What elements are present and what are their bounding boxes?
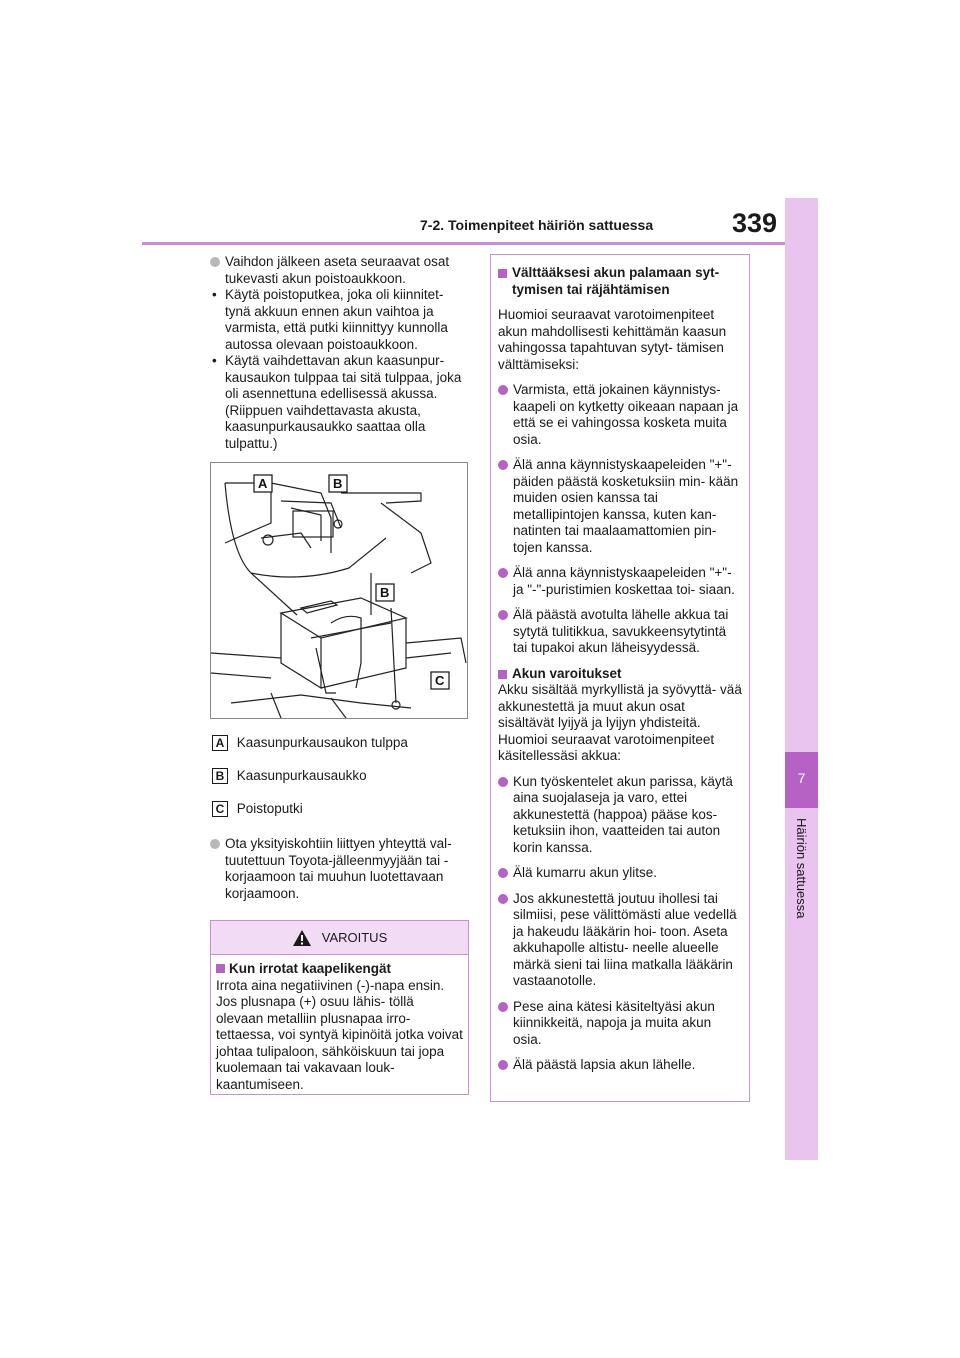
section-title: 7-2. Toimenpiteet häiriön sattuessa bbox=[420, 217, 654, 233]
legend-letter: C bbox=[212, 801, 228, 817]
sub-list-item: • Käytä poistoputkea, joka oli kiinnitet- tynä akkuun ennen akun vaihtoa ja varmista, että putki kiinnittyy kunnolla autossa olevaan poistoaukkoon. bbox=[210, 287, 468, 353]
legend-text: Kaasunpurkausaukon tulppa bbox=[236, 735, 408, 750]
sub-list-item: • Käytä vaihdettavan akun kaasunpur- kausaukon tulppaa tai sitä tulppaa, joka oli asennettuna edellisessä akussa. (Riippuen vaihdettavasta akusta, kaasunpurkausaukko saattaa olla tulpattu.) bbox=[210, 353, 468, 452]
figure-label-a: A bbox=[258, 476, 268, 491]
legend-item-b bbox=[212, 768, 367, 784]
warning-triangle-icon bbox=[292, 929, 312, 947]
legend-text: Kaasunpurkausaukko bbox=[236, 768, 367, 783]
caution-intro: Akku sisältää myrkyllistä ja syövyttä- vää akkunestettä ja muut akun osat sisältävät lyijyä ja lyijyn yhdisteitä. Huomioi seuraavat varotoimenpiteet käsitellessäsi akkua: bbox=[498, 682, 742, 763]
bullet-dot-icon bbox=[498, 385, 508, 395]
warning-header bbox=[211, 921, 468, 955]
list-item bbox=[498, 891, 742, 990]
caution-heading bbox=[498, 265, 742, 298]
legend-item-c bbox=[212, 801, 303, 817]
list-item bbox=[498, 607, 742, 657]
square-bullet-icon bbox=[498, 269, 507, 278]
bullet-dot-icon bbox=[498, 1060, 508, 1070]
bullet-dot-icon bbox=[210, 257, 220, 267]
caution-intro: Huomioi seuraavat varotoimenpiteet akun mahdollisesti kehittämän kaasun vahingossa tapahtuvan sytyt- tämisen välttämiseksi: bbox=[498, 307, 727, 372]
caution-box bbox=[490, 254, 750, 1102]
square-bullet-icon bbox=[216, 964, 225, 973]
page-number: 339 bbox=[732, 208, 778, 238]
bullet-text: Älä anna käynnistyskaapeleiden "+"-päiden päästä kosketuksiin min- kään muiden osien kanssa tai metallipintojen kanssa, kuten kan- natinten tai maalaamattomien pin- tojen kanssa. bbox=[513, 457, 739, 555]
warning-text: Irrota aina negatiivinen (-)-napa ensin. Jos plusnapa (+) osuu lähis- töllä olevaan metalliin plusnapaa irro- tettaessa, voi syntyä kipinöitä jotka voivat johtaa tulipaloon, sähköiskuun tai jopa kuolemaan tai vakavaan louk- kaantumiseen. bbox=[216, 977, 463, 1092]
legend-letter: B bbox=[212, 768, 228, 784]
warning-title: VAROITUS bbox=[321, 930, 388, 945]
battery-illustration bbox=[210, 462, 468, 719]
warning-heading bbox=[216, 961, 463, 978]
bullet-text: Kun työskentelet akun parissa, käytä aina suojalaseja ja varo, ettei akkunestettä (happoa) pääse kos- ketuksiin ihon, vaatteiden tai auton korin kanssa. bbox=[513, 773, 733, 855]
square-bullet-icon bbox=[498, 670, 507, 679]
bullet-dot-icon bbox=[498, 610, 508, 620]
figure-label-b: B bbox=[333, 476, 343, 491]
bullet-dot-icon bbox=[498, 894, 508, 904]
figure-label-b-lower: B bbox=[380, 585, 390, 600]
bullet-dot-icon bbox=[210, 839, 220, 849]
legend-text: Poistoputki bbox=[236, 801, 303, 816]
bullet-dot-icon bbox=[498, 777, 508, 787]
battery-diagram bbox=[211, 463, 467, 718]
caution-heading bbox=[498, 666, 742, 683]
bullet-dot-icon bbox=[498, 568, 508, 578]
bullet-dot-icon bbox=[498, 1002, 508, 1012]
legend-letter: A bbox=[212, 735, 228, 751]
bullet-text: Älä päästä lapsia akun lähelle. bbox=[513, 1057, 696, 1072]
list-item bbox=[210, 254, 468, 287]
bullet-text: Pese aina kätesi käsiteltyäsi akun kiinnikkeitä, napoja ja muita akun osia. bbox=[513, 998, 715, 1047]
bullet-text: Varmista, että jokainen käynnistys- kaapeli on kytketty oikeaan napaan ja että se ei vahingossa kosketa muita osia. bbox=[513, 382, 739, 447]
list-item bbox=[498, 999, 742, 1049]
chapter-number: 7 bbox=[797, 770, 806, 786]
bullet-dot-icon bbox=[498, 868, 508, 878]
warning-body bbox=[211, 955, 468, 1099]
bullet-dot-icon bbox=[498, 460, 508, 470]
warning-heading-text: Kun irrotat kaapelikengät bbox=[229, 961, 392, 976]
left-column-bottom bbox=[210, 836, 468, 902]
header-divider bbox=[142, 242, 786, 245]
caution-heading-text: Akun varoitukset bbox=[512, 665, 622, 681]
bullet-text: Älä päästä avotulta lähelle akkua tai sytytä tulitikkua, savukkeensytytintä tai tupakoi akun läheisyydessä. bbox=[513, 607, 729, 655]
left-column bbox=[210, 254, 468, 452]
list-item bbox=[498, 565, 742, 598]
figure-label-c: C bbox=[435, 673, 445, 688]
list-item bbox=[498, 457, 742, 556]
warning-box bbox=[210, 920, 469, 1095]
bullet-text: Ota yksityiskohtiin liittyen yhteyttä val- tuutettuun Toyota-jälleenmyyjään tai -korjaamoon tai muuhun luotettavaan korjaamoon. bbox=[225, 836, 452, 901]
bullet-text: Älä kumarru akun ylitse. bbox=[513, 865, 658, 880]
bullet-text: Vaihdon jälkeen aseta seuraavat osat tukevasti akun poistoaukkoon. bbox=[225, 254, 450, 286]
bullet-text: Jos akkunestettä joutuu ihollesi tai silmiisi, pese välittömästi alue vedellä ja hakeudu lääkärin hoi- toon. Aseta akkuhapolle altistu- neelle alueelle märkä sieni tai liina matkalla lääkärin vastaanotolle. bbox=[513, 890, 737, 988]
list-item bbox=[498, 865, 742, 882]
chapter-side-tab bbox=[785, 198, 818, 1160]
legend-item-a bbox=[212, 735, 408, 751]
caution-heading-text: Välttääksesi akun palamaan syt- tymisen tai räjähtämisen bbox=[512, 265, 720, 297]
list-item bbox=[498, 382, 742, 448]
list-item bbox=[210, 836, 468, 902]
list-item bbox=[498, 774, 742, 857]
chapter-title: Häiriön sattuessa bbox=[794, 818, 809, 919]
bullet-text: Älä anna käynnistyskaapeleiden "+"- ja "-"-puristimien koskettaa toi- siaan. bbox=[513, 565, 735, 597]
list-item bbox=[498, 1057, 742, 1074]
